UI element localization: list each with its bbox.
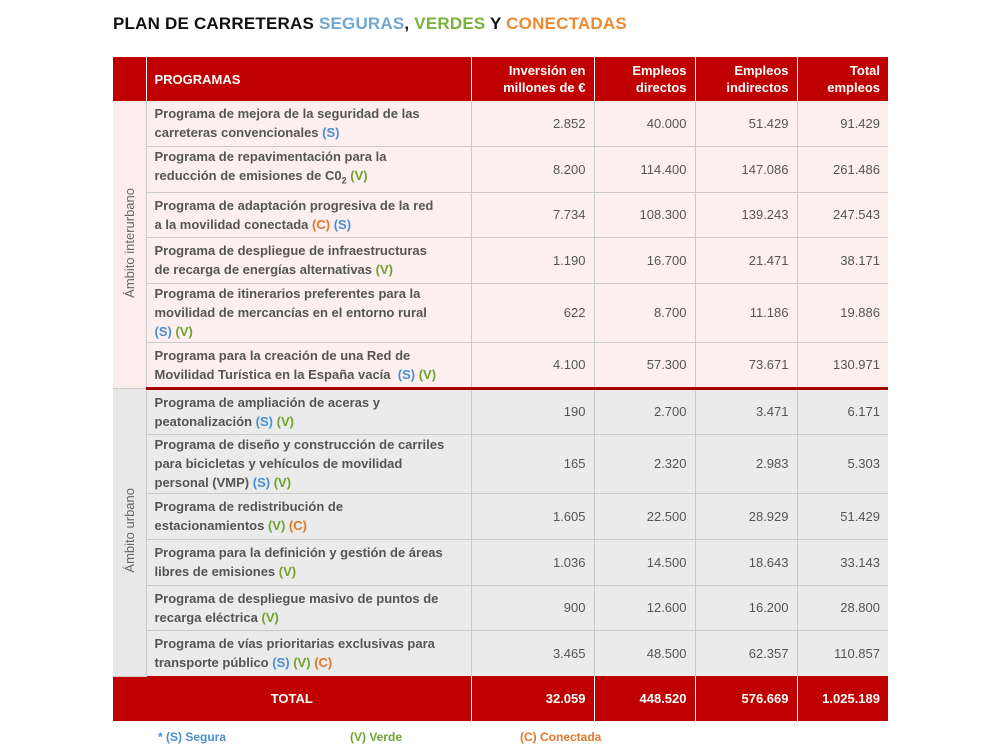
cell-total: 33.143 xyxy=(797,539,888,585)
table-row xyxy=(113,434,888,493)
table-row xyxy=(113,630,888,676)
cell-total: 51.429 xyxy=(797,493,888,539)
header-directos: Empleos directos xyxy=(594,57,695,101)
cell-total: 38.171 xyxy=(797,237,888,283)
cell-inversion: 900 xyxy=(471,585,594,630)
cell-indirectos: 16.200 xyxy=(695,585,797,630)
cell-total: 261.486 xyxy=(797,146,888,192)
title-comma: , xyxy=(404,14,415,33)
programs-table xyxy=(113,57,888,721)
program-name: Programa de despliegue de infraestructuras de recarga de energías alternativas (V) xyxy=(146,237,471,283)
cell-total: 6.171 xyxy=(797,388,888,434)
cell-indirectos: 147.086 xyxy=(695,146,797,192)
cell-indirectos: 21.471 xyxy=(695,237,797,283)
title-seguras: SEGURAS xyxy=(318,14,405,33)
cell-inversion: 2.852 xyxy=(471,101,594,146)
program-name: Programa de redistribución de estacionamientos (V) (C) xyxy=(146,493,471,539)
cell-indirectos: 18.643 xyxy=(695,539,797,585)
cell-inversion: 7.734 xyxy=(471,192,594,237)
cell-inversion: 3.465 xyxy=(471,630,594,676)
total-row xyxy=(113,676,888,721)
cell-directos: 14.500 xyxy=(594,539,695,585)
cell-directos: 48.500 xyxy=(594,630,695,676)
total-inversion: 32.059 xyxy=(471,676,594,721)
cell-indirectos: 3.471 xyxy=(695,388,797,434)
cell-indirectos: 11.186 xyxy=(695,283,797,342)
program-name: Programa de repavimentación para la reducción de emisiones de $C0_2$ (V) xyxy=(146,146,471,192)
total-empleos: 1.025.189 xyxy=(797,676,888,721)
cell-inversion: 622 xyxy=(471,283,594,342)
table-row xyxy=(113,585,888,630)
program-name: Programa de despliegue masivo de puntos de recarga eléctrica (V) xyxy=(146,585,471,630)
page-title xyxy=(113,14,627,34)
table-row xyxy=(113,342,888,388)
cell-indirectos: 51.429 xyxy=(695,101,797,146)
program-name: Programa de adaptación progresiva de la red a la movilidad conectada (C) (S) xyxy=(146,192,471,237)
header-group-blank xyxy=(113,57,146,101)
cell-total: 19.886 xyxy=(797,283,888,342)
cell-indirectos: 139.243 xyxy=(695,192,797,237)
table-row xyxy=(113,388,888,434)
header-row xyxy=(113,57,888,101)
title-verdes: VERDES xyxy=(414,14,486,33)
cell-directos: 22.500 xyxy=(594,493,695,539)
cell-inversion: 190 xyxy=(471,388,594,434)
cell-directos: 114.400 xyxy=(594,146,695,192)
cell-directos: 108.300 xyxy=(594,192,695,237)
cell-indirectos: 2.983 xyxy=(695,434,797,493)
title-text: PLAN DE CARRETERAS xyxy=(113,14,319,33)
cell-directos: 2.320 xyxy=(594,434,695,493)
header-indirectos: Empleos indirectos xyxy=(695,57,797,101)
program-name: Programa de mejora de la seguridad de las carreteras convencionales (S) xyxy=(146,101,471,146)
cell-total: 110.857 xyxy=(797,630,888,676)
cell-directos: 40.000 xyxy=(594,101,695,146)
table-row xyxy=(113,237,888,283)
table-row xyxy=(113,539,888,585)
program-name: Programa de ampliación de aceras y peatonalización (S) (V) xyxy=(146,388,471,434)
title-conectadas: CONECTADAS xyxy=(506,14,627,33)
legend-segura: * (S) Segura xyxy=(158,730,227,744)
program-name: Programa de diseño y construcción de carriles para bicicletas y vehículos de movilidad personal (VMP) (S) (V) xyxy=(146,434,471,493)
cell-directos: 12.600 xyxy=(594,585,695,630)
table-row xyxy=(113,493,888,539)
cell-total: 5.303 xyxy=(797,434,888,493)
cell-indirectos: 73.671 xyxy=(695,342,797,388)
cell-inversion: 1.190 xyxy=(471,237,594,283)
cell-directos: 8.700 xyxy=(594,283,695,342)
cell-indirectos: 28.929 xyxy=(695,493,797,539)
table-row xyxy=(113,192,888,237)
cell-inversion: 4.100 xyxy=(471,342,594,388)
legend-conectada: (C) Conectada xyxy=(520,730,602,744)
table-row xyxy=(113,101,888,146)
cell-inversion: 8.200 xyxy=(471,146,594,192)
program-name: Programa para la creación de una Red de Movilidad Turística en la España vacía (S) (V) xyxy=(146,342,471,388)
header-total: Total empleos xyxy=(797,57,888,101)
header-programas: PROGRAMAS xyxy=(146,57,471,101)
group-label-interurbano: Ámbito interurbano xyxy=(113,101,146,388)
cell-total: 130.971 xyxy=(797,342,888,388)
cell-directos: 16.700 xyxy=(594,237,695,283)
cell-inversion: 1.605 xyxy=(471,493,594,539)
program-name: Programa para la definición y gestión de áreas libres de emisiones (V) xyxy=(146,539,471,585)
total-label: TOTAL xyxy=(113,676,471,721)
header-inversion: Inversión en millones de € xyxy=(471,57,594,101)
legend-verde: (V) Verde xyxy=(350,730,403,744)
program-name: Programa de vías prioritarias exclusivas para transporte público (S) (V) (C) xyxy=(146,630,471,676)
cell-total: 91.429 xyxy=(797,101,888,146)
cell-indirectos: 62.357 xyxy=(695,630,797,676)
cell-inversion: 1.036 xyxy=(471,539,594,585)
group-label-urbano: Ámbito urbano xyxy=(113,388,146,676)
program-name: Programa de itinerarios preferentes para la movilidad de mercancías en el entorno rural (S) (V) xyxy=(146,283,471,342)
total-indirectos: 576.669 xyxy=(695,676,797,721)
table-row xyxy=(113,146,888,192)
cell-total: 247.543 xyxy=(797,192,888,237)
cell-inversion: 165 xyxy=(471,434,594,493)
cell-directos: 57.300 xyxy=(594,342,695,388)
cell-directos: 2.700 xyxy=(594,388,695,434)
cell-total: 28.800 xyxy=(797,585,888,630)
title-y: Y xyxy=(485,14,507,33)
table-row xyxy=(113,283,888,342)
total-directos: 448.520 xyxy=(594,676,695,721)
